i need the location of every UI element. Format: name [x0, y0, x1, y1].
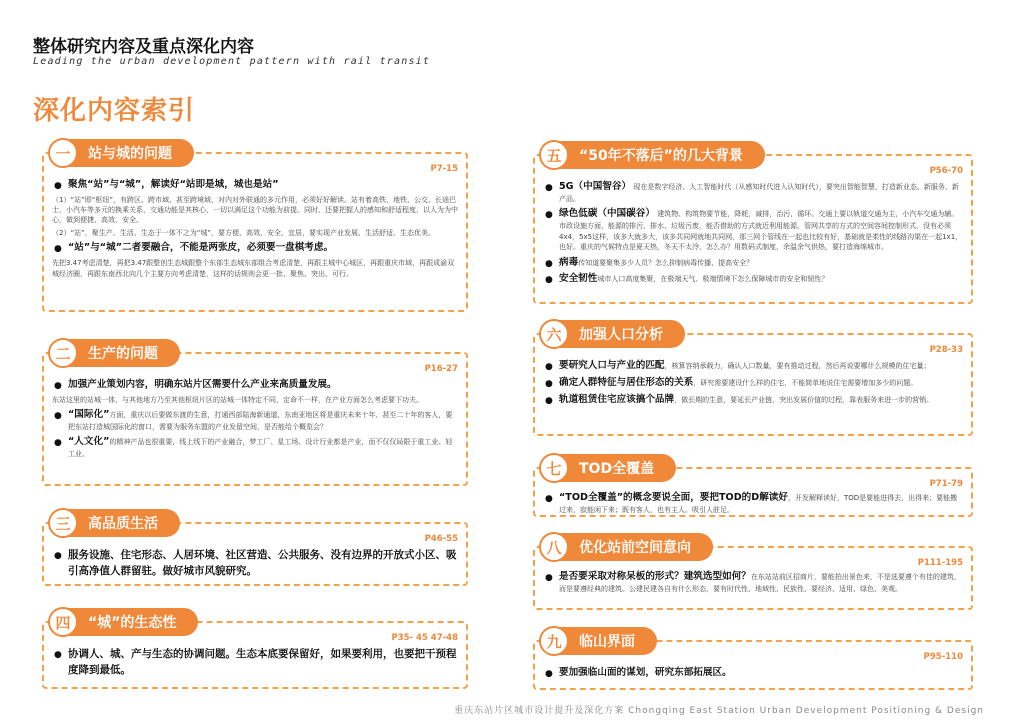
bullet-icon: ● — [54, 244, 62, 255]
bullet-icon: ● — [545, 573, 553, 583]
section-title-3: 高品质生活 — [88, 516, 158, 532]
bullet-icon: ● — [545, 494, 553, 504]
section-pages-9: P95-110 — [923, 652, 963, 662]
bullet-icon: ● — [545, 258, 553, 269]
section-title-9: 临山界面 — [579, 634, 635, 650]
section-panel-7 — [533, 459, 973, 517]
section-number-4: 四 — [48, 607, 78, 637]
index-title: 深化内容索引 — [33, 96, 196, 126]
list-item: ● 绿色低碳（中国碳谷） 建筑物、构筑物要节能，降耗，减排，治污，循环。交通上要以轨道交通为主，小汽车交通为辅。市政设施方面，能源的排污、排水、垃圾污废，能否借助的方式就近利用能源。管网共享的方式的空间容间控制形式，没有必须4x4，5x5这样，该多大就多大，该多共同网就地共同网，那三网个管线在一起也比较有好，基础就是柔性的线路沟渠在一起1x1，也好。重庆的气候特点是夏天热，冬天不太冷，怎么办？用数码式制度，余温余气供热，要打造海绵城市。 — [545, 208, 963, 252]
section-title-2: 生产的问题 — [88, 346, 158, 362]
page-subtitle: Leading the urban development pattern with rail transit — [33, 56, 431, 67]
section-number-8: 八 — [539, 532, 569, 562]
section-number-1: 一 — [48, 138, 78, 168]
section-title-5: “50年不落后”的几大背景 — [579, 148, 743, 164]
section-pages-5: P56-70 — [929, 166, 963, 176]
footer-text: 重庆东站片区城市设计提升及深化方案 Chongqing East Station Urban Development Positioning & Design — [454, 706, 984, 716]
section-tab-1 — [52, 139, 194, 167]
bullet-icon: ● — [545, 183, 553, 193]
section-pages-6: P28-33 — [929, 345, 963, 355]
bullet-icon: ● — [545, 378, 553, 389]
section-tab-6 — [543, 320, 685, 348]
list-item: ● 要加强临山面的谋划，研究东部拓展区。 — [543, 666, 963, 680]
bullet-icon: ● — [54, 650, 62, 660]
section-pages-3: P46-55 — [424, 534, 458, 544]
list-item: ● 病毒传知道要聚集多少人员？怎么抑制病毒传播，提高安全？ — [543, 256, 963, 270]
bullet-icon: ● — [54, 381, 62, 391]
section-tab-5 — [543, 141, 765, 169]
section-tab-3 — [52, 509, 180, 537]
list-item: ● 确定人群特征与居住形态的关系，研究需要建设什么样的住宅，不能简单地说住宅需要增加多少的问题。 — [543, 376, 963, 390]
section-title-1: 站与城的问题 — [88, 146, 172, 162]
bullet-icon: ● — [545, 669, 553, 679]
bullet-icon: ● — [545, 275, 553, 286]
section-tab-7 — [543, 454, 676, 482]
bullet-icon: ● — [54, 411, 62, 422]
section-panel-2: 二 生产的问题 P16-27 ● 加强产业策划内容，明确东站片区需要什么产业来高质量发展。 东站这里的站城一体，与其他地方乃至其他枢纽片区的站城一体特定不同，定命不一样，在产业方面怎么考虑要下功夫。 ● “国际化”方面，重庆以后要做东渡的生意，打通西部陆海新通道，东南亚地区将是重庆未来十年、甚至二十年的客人，要把东站打造城国际化的窗口，需要为服务东盟的产业发留空间，是否能给个概览会？ ● “人文化”的精神产品也很重要，线上线下的产业融合，梦工厂、星工场、设计行业都是产业，而不仅仅局限于重工业、轻工业。 — [42, 352, 468, 486]
section-number-6: 六 — [539, 319, 569, 349]
section-panel-5 — [533, 146, 973, 304]
section-pages-4: P35- 45 47-48 — [391, 633, 458, 643]
section-pages-2: P16-27 — [424, 364, 458, 374]
bullet-icon: ● — [54, 551, 62, 561]
page-title: 整体研究内容及重点深化内容 — [33, 37, 254, 57]
bullet-icon: ● — [54, 181, 62, 191]
section-panel-6 — [533, 325, 973, 436]
list-item: ● 加强产业策划内容，明确东站片区需要什么产业来高质量发展。 — [52, 378, 458, 392]
section-panel-9 — [533, 632, 973, 690]
list-item: ● 是否要采取对称呆板的形式？建筑选型如何？在东站站前区招商片，要能拍出景色来，不是选要遵个有佳的建筑，而是要遵经典的建筑。公建民建各自有什么形态，要有时代性、地域性、民族性、要经济、适用、绿色、美观。 — [545, 571, 961, 593]
section-title-8: 优化站前空间意向 — [579, 540, 691, 556]
bullet-icon: ● — [545, 210, 553, 221]
section-pages-8: P111-195 — [917, 558, 963, 568]
section-panel-4 — [42, 613, 468, 689]
list-item: ● “人文化”的精神产品也很重要，线上线下的产业融合，梦工厂、星工场、设计行业都是产业，而不仅仅局限于重工业、轻工业。 — [54, 436, 453, 459]
list-item: ● “TOD全覆盖”的概念要说全面，要把TOD的D解读好，开发解释读好，TOD是要能进得去，出得来；要能搬过来，寂能闲下来；既有客人，也有主人。吸引人驻足。 — [545, 492, 958, 514]
list-item: ● 安全韧性城市人口高度集聚，在极端天气、极端情境下怎么保障城市的安全和韧性？ — [543, 272, 963, 286]
list-item: ● 协调人、城、产与生态的协调问题。生态本底要保留好，如果要利用，也要把干预程度降到最低。 — [54, 648, 457, 676]
section-panel-1: 一 站与城的问题 P7-15 ● 聚焦“站”与“城”，解读好“站即是城，城也是站” （1）“站”即“枢纽”，有跨区、跨市域、甚至跨境域，对内对外联通的多元作用，必须好好解读。站有着高铁、地铁、公交、长途巴士、小汽车等多元的换乘关系，交通功能是其核心，一切以满足这个功能为前提。同时，还要把握人的感知和舒适程度，以人为为中心，做到便捷、高效、安全。 （2）“站”，聚生产、生活、生态于一体不之为“城”，要方便、高效、安全、宜居，要实现产业发展、生活舒适、生态优美。 ● “站”与“城”二者要融合，不能是两张皮，必须要一盘棋考虑。 先把3.47考虑清楚，再把3.47跟整创生态城跟整个东部生态城东部组合考虑清楚，再跟主城中心城区，再跟重庆市域，再跟成渝双城经济圈，再跟东南西北向几个主要方向考虑清楚，这样的话规则会更一批、聚焦、突出、可行。 — [42, 152, 468, 312]
list-item: ● 要研究人口与产业的匹配，核算容纳承载力，确认人口数量，要有推动过程，然后再说要哪什么规模的住宅量； — [543, 359, 963, 373]
section-panel-3 — [42, 514, 468, 586]
section-title-6: 加强人口分析 — [579, 327, 663, 343]
section-number-2: 二 — [48, 338, 78, 368]
bullet-icon: ● — [545, 362, 553, 372]
list-item: ● “国际化”方面，重庆以后要做东渡的生意，打通西部陆海新通道，东南亚地区将是重庆未来十年、甚至二十年的客人，要把东站打造城国际化的窗口，需要为服务东盟的产业发留空间，是否能给个概览会？ — [54, 409, 453, 431]
section-tab-9 — [543, 627, 657, 655]
section-tab-2 — [52, 339, 180, 367]
list-item: ● 轨道租赁住宅应该搞个品牌，做长期的生意，要延长产业链，突出发展价值的过程，靠表服务来进一步的营销。 — [543, 393, 963, 407]
section-panel-8 — [533, 538, 973, 610]
section-title-4: “城”的生态性 — [88, 615, 177, 631]
section-number-9: 九 — [539, 626, 569, 656]
list-item: ● 聚焦“站”与“城”，解读好“站即是城，城也是站” — [52, 178, 458, 192]
list-item: ● 服务设施、住宅形态、人居环境、社区营造、公共服务、没有边界的开放式小区、吸引高净值人群留驻。做好城市风貌研究。 — [54, 549, 457, 577]
section-pages-1: P7-15 — [430, 164, 458, 174]
section-number-3: 三 — [48, 508, 78, 538]
list-item: ● “站”与“城”二者要融合，不能是两张皮，必须要一盘棋考虑。 — [52, 241, 458, 255]
section-tab-8 — [543, 533, 713, 561]
bullet-icon: ● — [54, 438, 62, 449]
section-title-7: TOD全覆盖 — [579, 461, 655, 477]
section-tab-4 — [52, 608, 198, 636]
section-number-7: 七 — [539, 453, 569, 483]
section-number-5: 五 — [539, 140, 569, 170]
section-pages-7: P71-79 — [929, 479, 963, 489]
bullet-icon: ● — [545, 395, 553, 406]
list-item: ● 5G（中国智谷） 现在是数字经济、人工智能时代（从感知时代进入认知时代），要突出智能智慧，打造新业态、新服务、新产品。 — [545, 181, 959, 203]
